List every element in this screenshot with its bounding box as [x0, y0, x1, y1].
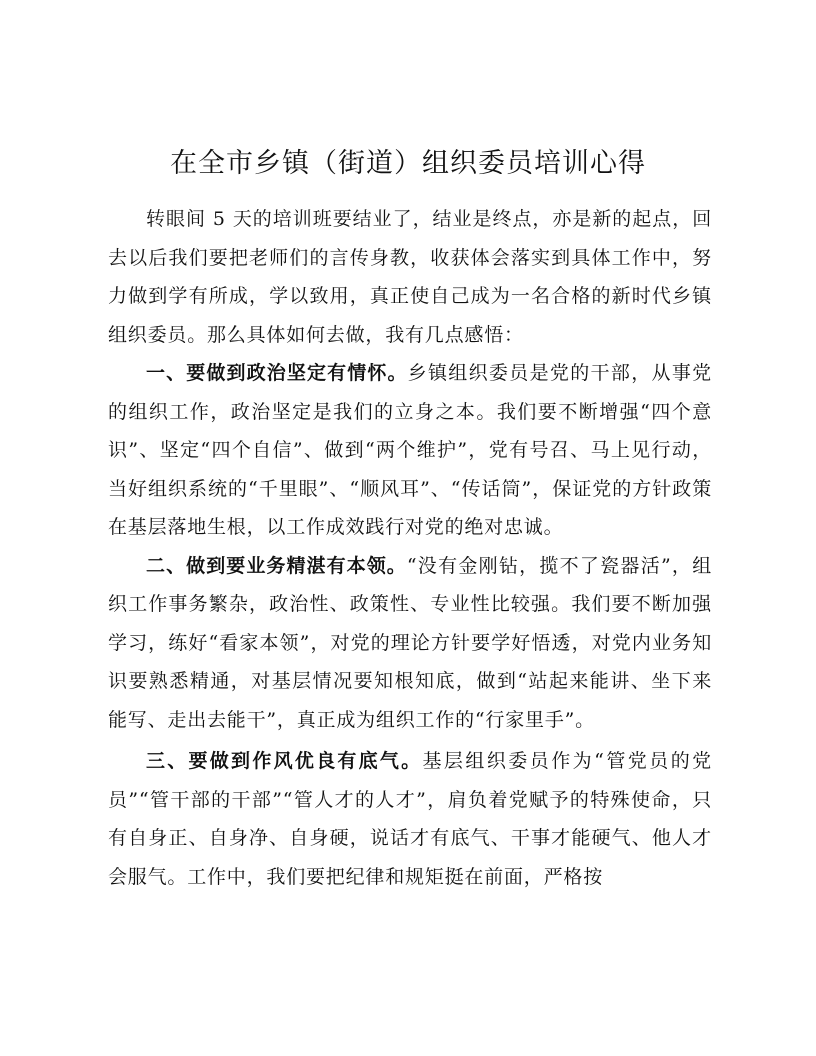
- section-two-heading: 二、做到要业务精湛有本领。: [146, 554, 407, 577]
- section-three-paragraph: [108, 742, 712, 896]
- section-three-heading: 三、要做到作风优良有底气。: [146, 750, 423, 772]
- section-one-text: 乡镇组织委员是党的干部，从事党的组织工作，政治坚定是我们的立身之本。我们要不断增强“四个意识”、坚定“四个自信”、做到“两个维护”，党有号召、马上见行动，当好组织系统的“千里眼”、“顺风耳”、“传话筒”，保证党的方针政策在基层落地生根，以工作成效践行对党的绝对忠诚。: [108, 362, 712, 538]
- section-two-paragraph: [108, 547, 712, 740]
- section-two-text: “没有金刚钻，揽不了瓷器活”，组织工作事务繁杂，政治性、政策性、专业性比较强。我们要不断加强学习，练好“看家本领”，对党的理论方针要学好悟透，对党内业务知识要熟悉精通，对基层情况要知根知底，做到“站起来能讲、坐下来能写、走出去能干”，真正成为组织工作的“行家里手”。: [108, 554, 712, 731]
- section-one-heading: 一、要做到政治坚定有情怀。: [146, 362, 408, 384]
- section-one-paragraph: [108, 354, 712, 547]
- intro-text: 转眼间 5 天的培训班要结业了，结业是终点，亦是新的起点，回去以后我们要把老师们的言传身教，收获体会落实到具体工作中，努力做到学有所成，学以致用，真正使自己成为一名合格的新时代乡镇组织委员。那么具体如何去做，我有几点感悟：: [108, 208, 712, 346]
- document-body: [108, 200, 712, 896]
- intro-paragraph: [108, 200, 712, 354]
- section-three-text: 基层组织委员作为“管党员的党员”“管干部的干部”“管人才的人才”，肩负着党赋予的特殊使命，只有自身正、自身净、自身硬，说话才有底气、干事才能硬气、他人才会服气。工作中，我们要把纪律和规矩挺在前面，严格按: [108, 750, 712, 888]
- document-title: 在全市乡镇（街道）组织委员培训心得: [170, 148, 646, 179]
